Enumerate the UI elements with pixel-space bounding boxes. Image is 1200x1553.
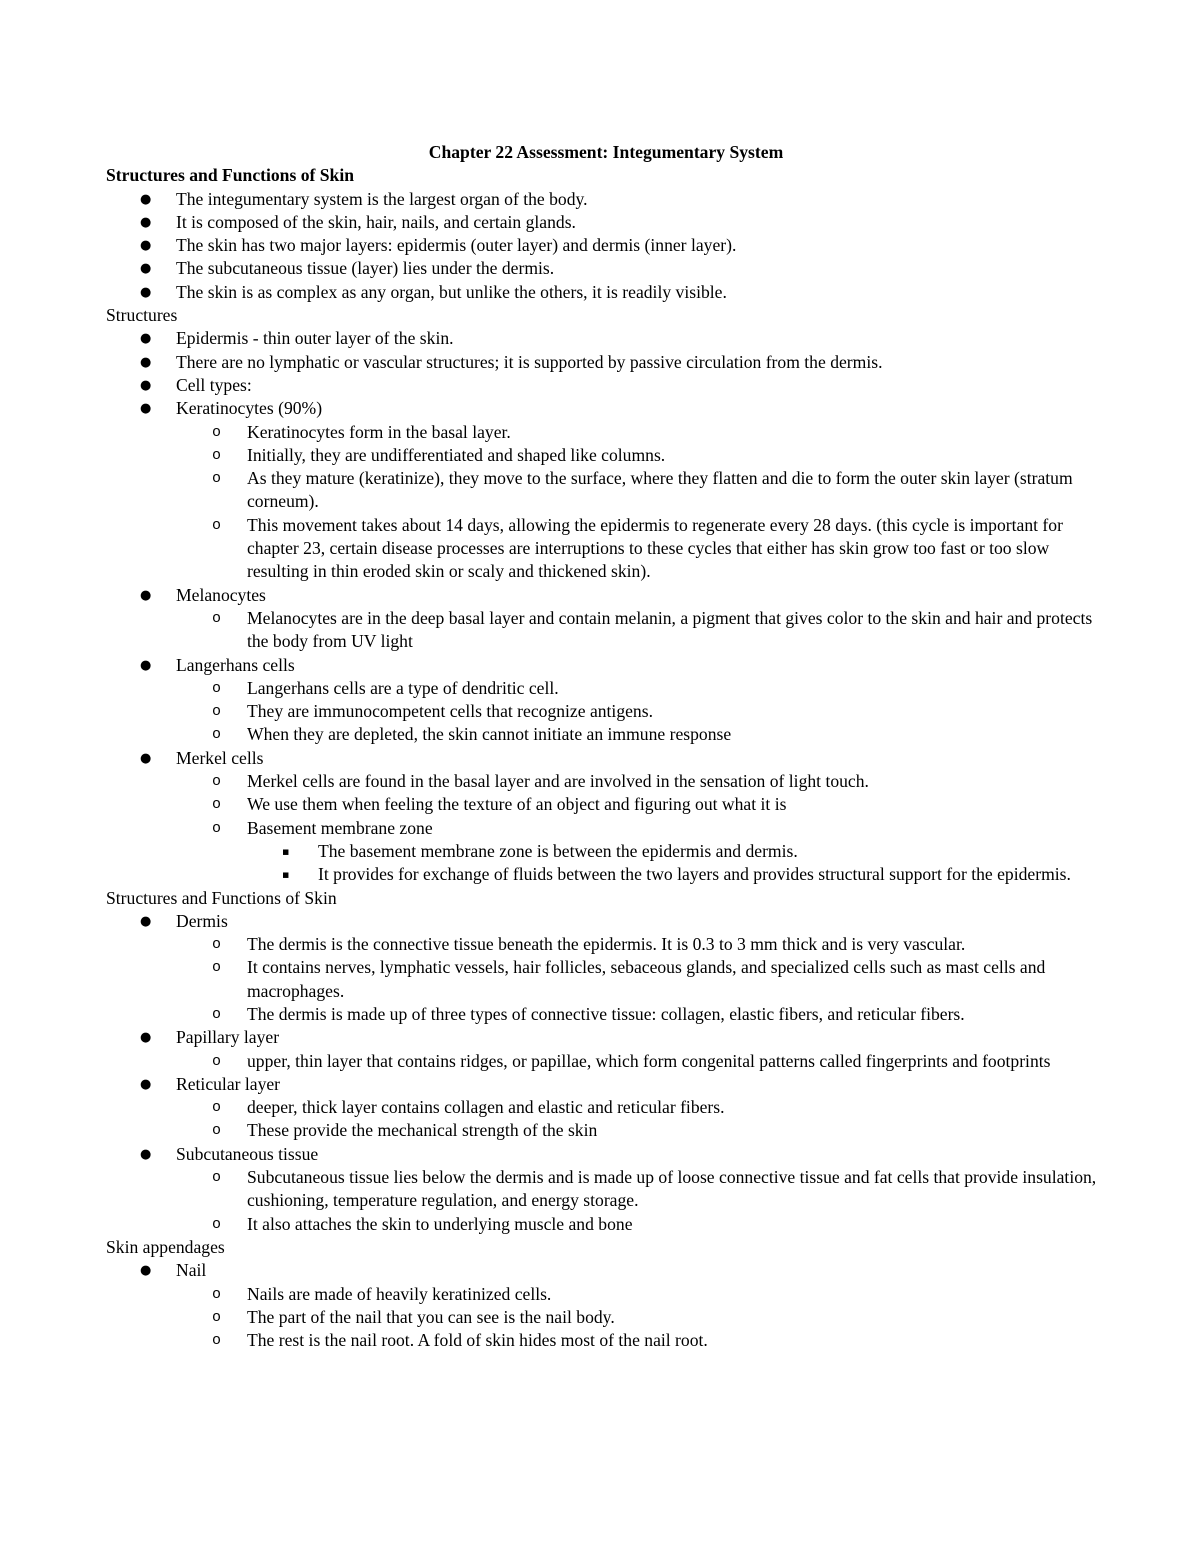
bullet-circle-icon: o <box>212 1099 222 1117</box>
bullet-item <box>106 327 1106 350</box>
bullet-item <box>106 1259 1106 1282</box>
item-text: Papillary layer <box>176 1027 280 1048</box>
bullet-dot-icon: ● <box>140 401 152 417</box>
section-list <box>106 188 1106 304</box>
bullet-dot-icon: ● <box>140 587 152 603</box>
bullet-circle-icon: o <box>212 1122 222 1140</box>
sub-sub-item <box>106 863 1106 886</box>
item-text: Langerhans cells <box>176 654 295 675</box>
bullet-circle-icon: o <box>212 726 222 744</box>
item-text: Merkel cells are found in the basal layer and are involved in the sensation of light touch. <box>247 771 869 792</box>
item-text: The integumentary system is the largest organ of the body. <box>176 188 588 209</box>
item-text: These provide the mechanical strength of the skin <box>247 1120 598 1141</box>
bullet-circle-icon: o <box>212 1169 222 1187</box>
item-text: Initially, they are undifferentiated and shaped like columns. <box>247 444 666 465</box>
bullet-dot-icon: ● <box>140 1263 152 1279</box>
sub-item <box>106 1003 1106 1026</box>
sub-item <box>106 1306 1106 1329</box>
item-text: The dermis is made up of three types of connective tissue: collagen, elastic fibers, and reticular fibers. <box>247 1003 965 1024</box>
bullet-item <box>106 351 1106 374</box>
item-text: The basement membrane zone is between the epidermis and dermis. <box>318 840 798 861</box>
bullet-item <box>106 234 1106 257</box>
sub-item <box>106 956 1106 1003</box>
sub-item <box>106 817 1106 840</box>
item-text: Subcutaneous tissue lies below the dermis and is made up of loose connective tissue and fat cells that provide insulation, cushioning, temperature regulation, and energy storage. <box>247 1167 1097 1211</box>
bullet-item <box>106 654 1106 677</box>
item-text: When they are depleted, the skin cannot initiate an immune response <box>247 724 732 745</box>
bullet-item <box>106 211 1106 234</box>
item-text: The subcutaneous tissue (layer) lies under the dermis. <box>176 258 555 279</box>
sub-sub-item <box>106 840 1106 863</box>
sub-item <box>106 514 1106 584</box>
bullet-item <box>106 281 1106 304</box>
bullet-dot-icon: ● <box>140 214 152 230</box>
bullet-circle-icon: o <box>212 773 222 791</box>
item-text: The rest is the nail root. A fold of skin hides most of the nail root. <box>247 1330 708 1351</box>
bullet-circle-icon: o <box>212 1005 222 1023</box>
bullet-item <box>106 374 1106 397</box>
bullet-item <box>106 1026 1106 1049</box>
item-text: Reticular layer <box>176 1073 281 1094</box>
item-text: They are immunocompetent cells that recognize antigens. <box>247 701 653 722</box>
bullet-dot-icon: ● <box>140 331 152 347</box>
sub-item <box>106 421 1106 444</box>
bullet-dot-icon: ● <box>140 1146 152 1162</box>
bullet-circle-icon: o <box>212 609 222 627</box>
bullet-dot-icon: ● <box>140 657 152 673</box>
bullet-circle-icon: o <box>212 936 222 954</box>
bullet-circle-icon: o <box>212 679 222 697</box>
item-text: upper, thin layer that contains ridges, or papillae, which form congenital patterns called fingerprints and footprints <box>247 1050 1051 1071</box>
sub-item <box>106 1283 1106 1306</box>
sub-item <box>106 1329 1106 1352</box>
item-text: It contains nerves, lymphatic vessels, hair follicles, sebaceous glands, and specialized cells such as mast cells and macrophages. <box>247 957 1046 1001</box>
item-text: Langerhans cells are a type of dendritic cell. <box>247 677 559 698</box>
bullet-item <box>106 188 1106 211</box>
sub-item <box>106 467 1106 514</box>
item-text: Dermis <box>176 910 228 931</box>
item-text: There are no lymphatic or vascular structures; it is supported by passive circulation from the dermis. <box>176 351 883 372</box>
sub-item <box>106 1119 1106 1142</box>
section-heading: Structures and Functions of Skin <box>106 887 337 908</box>
bullet-circle-icon: o <box>212 1332 222 1350</box>
bullet-circle-icon: o <box>212 1215 222 1233</box>
item-text: Nail <box>176 1260 207 1281</box>
item-text: Subcutaneous tissue <box>176 1143 319 1164</box>
item-text: It is composed of the skin, hair, nails, and certain glands. <box>176 211 576 232</box>
bullet-dot-icon: ● <box>140 377 152 393</box>
sub-item <box>106 444 1106 467</box>
sub-item <box>106 677 1106 700</box>
item-text: It provides for exchange of fluids between the two layers and provides structural support for the epidermis. <box>318 864 1071 885</box>
sub-item <box>106 1166 1106 1213</box>
document-title: Chapter 22 Assessment: Integumentary System <box>428 142 784 162</box>
item-text: Epidermis - thin outer layer of the skin. <box>176 328 454 349</box>
bullet-circle-icon: o <box>212 446 222 464</box>
bullet-circle-icon: o <box>212 819 222 837</box>
item-text: It also attaches the skin to underlying muscle and bone <box>247 1213 633 1234</box>
section-heading: Structures <box>106 305 178 326</box>
bullet-dot-icon: ● <box>140 238 152 254</box>
sub-item <box>106 1096 1106 1119</box>
bullet-circle-icon: o <box>212 1308 222 1326</box>
item-text: As they mature (keratinize), they move to the surface, where they flatten and die to form the outer skin layer (stratum corneum). <box>247 468 1073 512</box>
bullet-item <box>106 397 1106 420</box>
sub-item <box>106 793 1106 816</box>
sub-item <box>106 1050 1106 1073</box>
bullet-item <box>106 257 1106 280</box>
item-text: The skin is as complex as any organ, but unlike the others, it is readily visible. <box>176 281 727 302</box>
bullet-circle-icon: o <box>212 470 222 488</box>
bullet-circle-icon: o <box>212 703 222 721</box>
item-text: We use them when feeling the texture of an object and figuring out what it is <box>247 794 787 815</box>
item-text: Cell types: <box>176 374 252 395</box>
bullet-dot-icon: ● <box>140 284 152 300</box>
section-heading: Structures and Functions of Skin <box>106 165 354 186</box>
bullet-square-icon: ▪ <box>282 868 290 882</box>
bullet-item <box>106 584 1106 607</box>
document-body <box>106 164 1106 1352</box>
sub-item <box>106 933 1106 956</box>
bullet-circle-icon: o <box>212 516 222 534</box>
bullet-circle-icon: o <box>212 796 222 814</box>
document-page <box>106 141 1106 1352</box>
item-text: Keratinocytes form in the basal layer. <box>247 421 511 442</box>
item-text: This movement takes about 14 days, allowing the epidermis to regenerate every 28 days. (this cycle is important for chapter 23, certain disease processes are interruptions to these cycles that either has skin grow too fast or too slow resulting in thin eroded skin or scaly and thickened skin). <box>247 514 1063 582</box>
item-text: deeper, thick layer contains collagen and elastic and reticular fibers. <box>247 1097 725 1118</box>
bullet-dot-icon: ● <box>140 1030 152 1046</box>
item-text: Melanocytes <box>176 584 266 605</box>
item-text: Merkel cells <box>176 747 264 768</box>
item-text: Basement membrane zone <box>247 817 433 838</box>
item-text: Nails are made of heavily keratinized cells. <box>247 1283 552 1304</box>
section-list <box>106 910 1106 1236</box>
sub-item <box>106 700 1106 723</box>
bullet-dot-icon: ● <box>140 354 152 370</box>
bullet-dot-icon: ● <box>140 1076 152 1092</box>
bullet-circle-icon: o <box>212 1285 222 1303</box>
bullet-dot-icon: ● <box>140 750 152 766</box>
bullet-item <box>106 747 1106 770</box>
bullet-item <box>106 910 1106 933</box>
bullet-dot-icon: ● <box>140 913 152 929</box>
bullet-square-icon: ▪ <box>282 844 290 858</box>
bullet-circle-icon: o <box>212 959 222 977</box>
item-text: The skin has two major layers: epidermis (outer layer) and dermis (inner layer). <box>176 235 737 256</box>
section-list <box>106 1259 1106 1352</box>
item-text: Melanocytes are in the deep basal layer and contain melanin, a pigment that gives color to the skin and hair and protects the body from UV light <box>247 607 1093 652</box>
section-heading: Skin appendages <box>106 1236 225 1257</box>
sub-item <box>106 723 1106 746</box>
bullet-dot-icon: ● <box>140 191 152 207</box>
sub-item <box>106 1213 1106 1236</box>
bullet-dot-icon: ● <box>140 261 152 277</box>
item-text: The part of the nail that you can see is the nail body. <box>247 1306 615 1327</box>
item-text: Keratinocytes (90%) <box>176 398 323 419</box>
item-text: The dermis is the connective tissue beneath the epidermis. It is 0.3 to 3 mm thick and is very vascular. <box>247 934 966 955</box>
sub-item <box>106 607 1106 654</box>
bullet-item <box>106 1143 1106 1166</box>
sub-item <box>106 770 1106 793</box>
bullet-circle-icon: o <box>212 1052 222 1070</box>
bullet-circle-icon: o <box>212 423 222 441</box>
section-list <box>106 327 1106 886</box>
bullet-item <box>106 1073 1106 1096</box>
